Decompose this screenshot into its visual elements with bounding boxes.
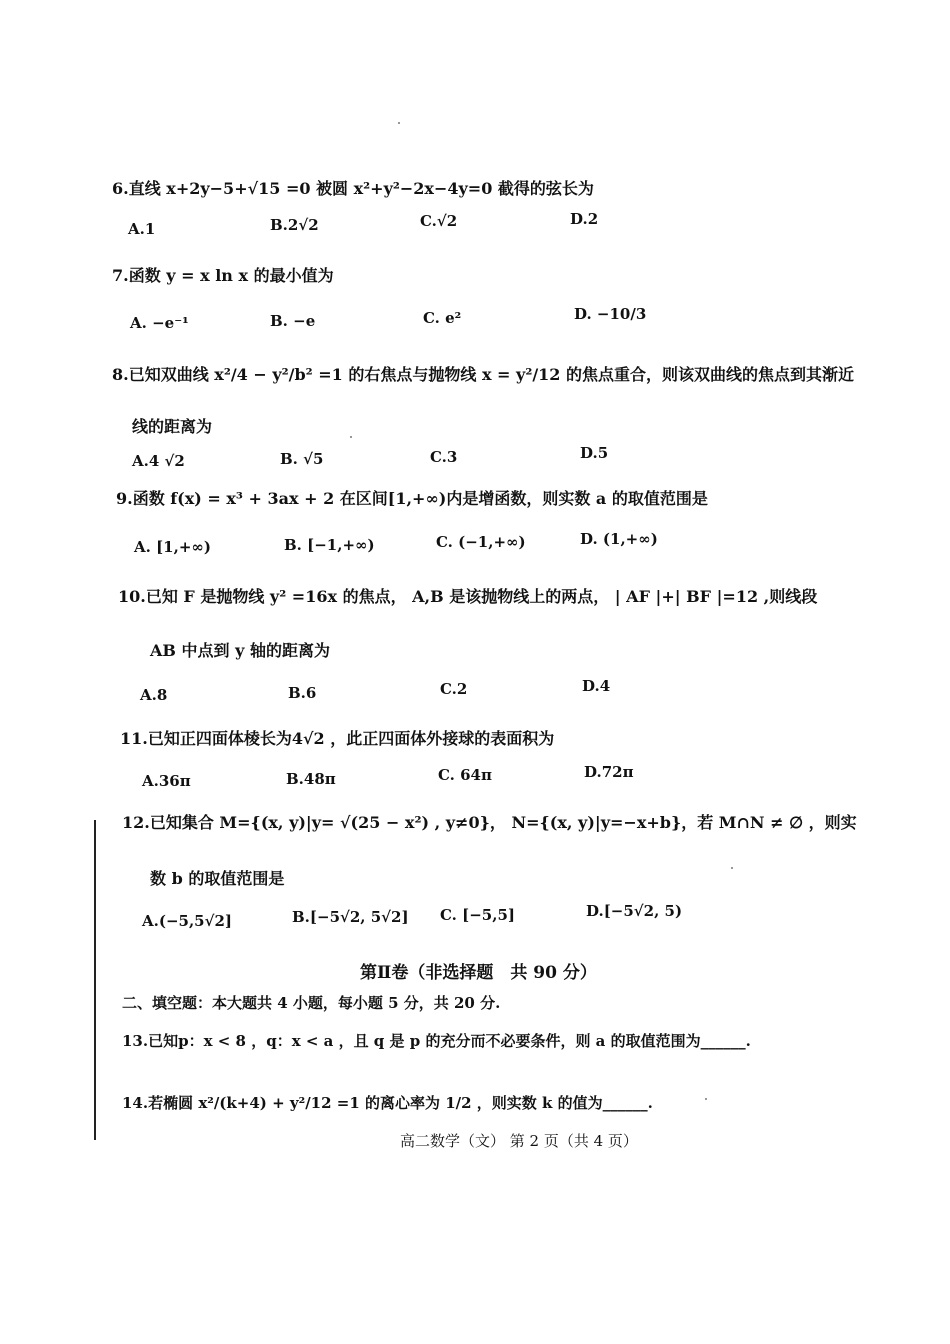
- question-11-option-d: D.72π: [584, 763, 634, 781]
- question-9-stem: 9.函数 f(x) = x³ + 3ax + 2 在区间[1,+∞)内是增函数，则实数 a 的取值范围是: [116, 489, 708, 508]
- question-6-option-a: A.1: [128, 220, 156, 238]
- page-footer: 高二数学（文） 第 2 页（共 4 页）: [400, 1132, 638, 1150]
- question-7-option-d: D. −10/3: [574, 305, 647, 323]
- question-7-option-b: B. −e: [270, 312, 316, 330]
- question-14: 14.若椭圆 x²/(k+4) + y²/12 =1 的离心率为 1/2 ，则实数 k 的值为______.: [122, 1094, 653, 1112]
- scan-speck: [731, 867, 733, 869]
- question-9-option-d: D. (1,+∞): [580, 530, 658, 548]
- question-12-option-c: C. [−5,5]: [440, 906, 515, 924]
- question-7-option-a: A. −e⁻¹: [130, 314, 189, 332]
- question-11-option-c: C. 64π: [438, 766, 492, 784]
- question-8-option-d: D.5: [580, 444, 609, 462]
- question-10-option-b: B.6: [288, 684, 317, 702]
- question-10-stem: 10.已知 F 是抛物线 y² =16x 的焦点， A,B 是该抛物线上的两点， | AF |+| BF |=12 ,则线段: [118, 587, 818, 606]
- question-7-stem: 7.函数 y = x ln x 的最小值为: [112, 266, 334, 285]
- question-7-option-c: C. e²: [423, 309, 462, 327]
- question-6-option-d: D.2: [570, 210, 599, 228]
- fill-in-section-heading: 二、填空题：本大题共 4 小题，每小题 5 分，共 20 分.: [122, 994, 501, 1012]
- question-8-stem-continued: 线的距离为: [132, 417, 213, 436]
- part-2-title: 第Ⅱ卷（非选择题 共 90 分）: [360, 963, 597, 983]
- question-12-option-d: D.[−5√2, 5): [586, 902, 683, 920]
- scan-speck: [398, 122, 400, 124]
- question-11-option-b: B.48π: [286, 770, 336, 788]
- question-9-option-c: C. (−1,+∞): [436, 533, 526, 551]
- question-9-option-b: B. [−1,+∞): [284, 536, 375, 554]
- question-8-stem: 8.已知双曲线 x²/4 − y²/b² =1 的右焦点与抛物线 x = y²/12 的焦点重合，则该双曲线的焦点到其渐近: [112, 365, 855, 384]
- question-10-option-c: C.2: [440, 680, 468, 698]
- question-10-option-a: A.8: [140, 686, 168, 704]
- scan-speck: [350, 436, 352, 438]
- question-9-option-a: A. [1,+∞): [134, 538, 211, 556]
- question-6-option-c: C.√2: [420, 212, 458, 230]
- question-12-option-b: B.[−5√2, 5√2]: [292, 908, 409, 926]
- question-6-option-b: B.2√2: [270, 216, 319, 234]
- question-12-stem: 12.已知集合 M={(x, y)|y= √(25 − x²) , y≠0}， N={(x, y)|y=−x+b}，若 M∩N ≠ ∅ ，则实: [122, 813, 857, 832]
- scan-speck: [705, 1098, 707, 1100]
- question-11-option-a: A.36π: [142, 772, 191, 790]
- question-13: 13.已知p：x < 8 ，q：x < a ，且 q 是 p 的充分而不必要条件，则 a 的取值范围为______.: [122, 1032, 751, 1050]
- question-8-option-a: A.4 √2: [132, 452, 185, 470]
- question-12-stem-continued: 数 b 的取值范围是: [150, 869, 285, 888]
- question-10-stem-continued: AB 中点到 y 轴的距离为: [150, 641, 330, 660]
- question-11-stem: 11.已知正四面体棱长为4√2 ，此正四面体外接球的表面积为: [120, 729, 555, 748]
- question-10-option-d: D.4: [582, 677, 611, 695]
- question-8-option-c: C.3: [430, 448, 458, 466]
- question-8-option-b: B. √5: [280, 450, 324, 468]
- question-12-option-a: A.(−5,5√2]: [142, 912, 233, 930]
- question-6-stem: 6.直线 x+2y−5+√15 =0 被圆 x²+y²−2x−4y=0 截得的弦长为: [112, 179, 594, 198]
- scan-margin-line: [94, 820, 96, 1140]
